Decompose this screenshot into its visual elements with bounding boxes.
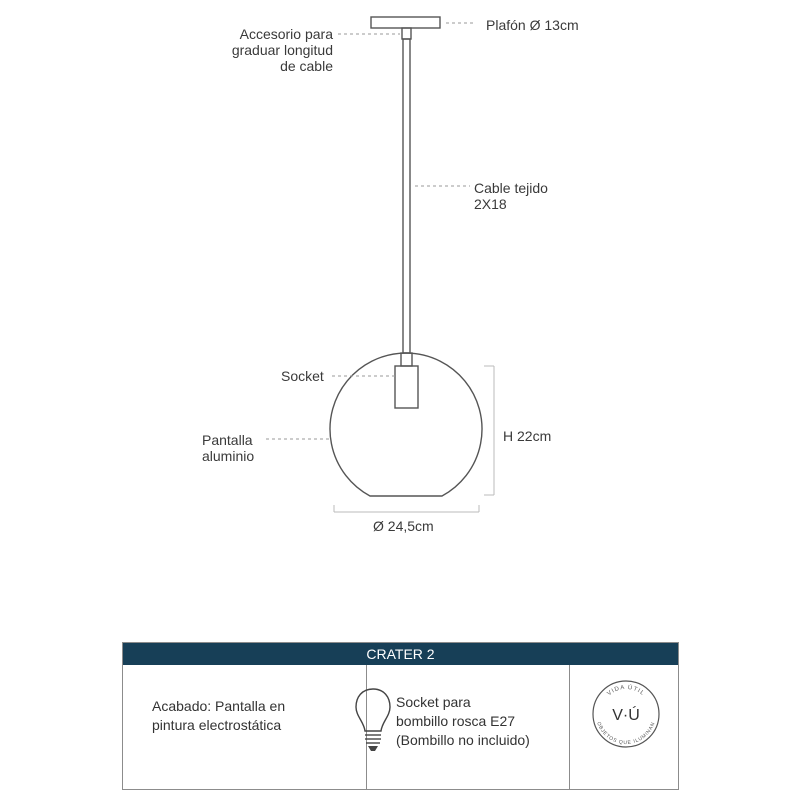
label-diameter: Ø 24,5cm [373,518,434,534]
socket-body [395,366,418,408]
canopy-plate [371,17,440,28]
socket-info-text: Socket para bombillo rosca E27 (Bombillo no incluido) [396,694,530,748]
finish-text: Acabado: Pantalla en pintura electrostática [152,698,286,733]
cable [403,39,410,353]
logo-cell [570,665,678,789]
light-bulb-icon [353,685,393,765]
logo-top-text: VIDA ÚTIL [606,684,646,698]
spec-table-title: CRATER 2 [123,643,678,665]
finish-cell [123,665,367,789]
label-plafon: Plafón Ø 13cm [486,17,579,33]
height-dimension [484,366,494,495]
label-socket: Socket [281,368,324,384]
logo-mark: V·Ú [612,707,640,724]
logo-bottom-text: OBJETOS QUE ILUMINAN [595,721,657,747]
label-cable: Cable tejido 2X18 [474,180,548,212]
cable-adjuster [402,28,411,39]
lamp-shade [330,353,482,496]
svg-text:VIDA ÚTIL [606,684,645,697]
label-height: H 22cm [503,428,552,444]
socket-neck [401,353,412,366]
spec-table [122,642,679,790]
svg-text:OBJETOS QUE ILUMINAN [595,721,656,746]
brand-logo [590,678,662,750]
label-accesorio: Accesorio para graduar longitud de cable [231,26,333,74]
label-pantalla: Pantalla aluminio [202,432,255,464]
socket-cell [367,665,570,789]
width-dimension [334,505,479,512]
